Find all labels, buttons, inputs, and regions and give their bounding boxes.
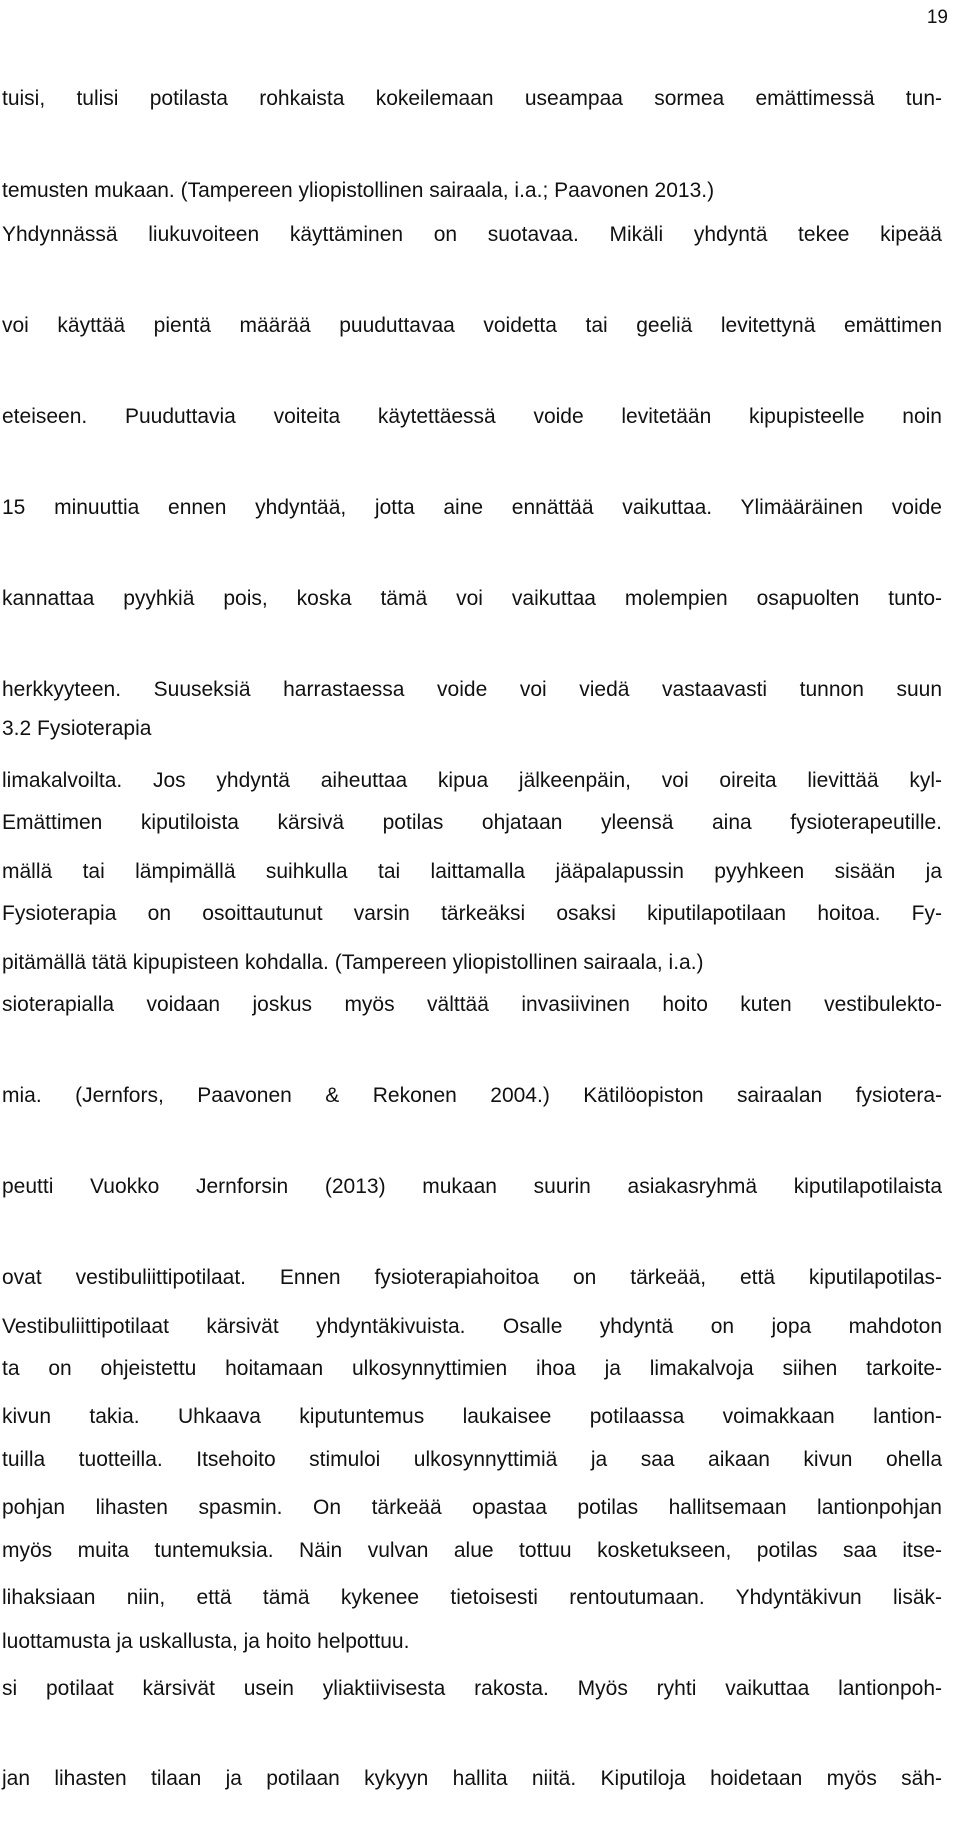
- text-line: myös muita tuntemuksia. Näin vulvan alue tottuu kosketukseen, potilas saa itse-: [2, 1539, 942, 1562]
- text-line: Emättimen kiputiloista kärsivä potilas ohjataan yleensä aina fysioterapeutille.: [2, 811, 942, 834]
- text-line: ovat vestibuliittipotilaat. Ennen fysioterapiahoitoa on tärkeää, että kiputilapotilas-: [2, 1266, 942, 1289]
- text-line: kivun takia. Uhkaava kiputuntemus laukaisee potilaassa voimakkaan lantion-: [2, 1405, 942, 1429]
- text-line: Vestibuliittipotilaat kärsivät yhdyntäkivuista. Osalle yhdyntä on jopa mahdoton: [2, 1315, 942, 1338]
- text-line: limakalvoilta. Jos yhdyntä aiheuttaa kipua jälkeenpäin, voi oireita lievittää kyl-: [2, 769, 942, 792]
- text-line: Yhdynnässä liukuvoiteen käyttäminen on suotavaa. Mikäli yhdyntä tekee kipeää: [2, 223, 942, 246]
- text-line: tuisi, tulisi potilasta rohkaista kokeilemaan useampaa sormea emättimessä tun-: [2, 87, 942, 110]
- page-number: 19: [926, 7, 948, 28]
- section-heading: 3.2 Fysioterapia: [2, 717, 152, 740]
- text-line: mia. (Jernfors, Paavonen & Rekonen 2004.) Kätilöopiston sairaalan fysiotera-: [2, 1084, 942, 1107]
- text-line: tuilla tuotteilla. Itsehoito stimuloi ulkosynnyttimiä ja saa aikaan kivun ohella: [2, 1448, 942, 1471]
- paragraph-1: [2, 76, 942, 214]
- text-line: herkkyyteen. Suuseksiä harrastaessa voide voi viedä vastaavasti tunnon suun: [2, 678, 942, 701]
- text-line: luottamusta ja uskallusta, ja hoito helpottuu.: [2, 1630, 410, 1653]
- text-line: jan lihasten tilaan ja potilaan kykyyn hallita niitä. Kiputiloja hoidetaan myös säh-: [2, 1767, 942, 1791]
- text-line: pohjan lihasten spasmin. On tärkeää opastaa potilas hallitsemaan lantionpohjan: [2, 1495, 942, 1519]
- text-line: peutti Vuokko Jernforsin (2013) mukaan suurin asiakasryhmä kiputilapotilaista: [2, 1175, 942, 1198]
- text-line: 15 minuuttia ennen yhdyntää, jotta aine ennättää vaikuttaa. Ylimääräinen voide: [2, 496, 942, 519]
- text-line: lihaksiaan niin, että tämä kykenee tietoisesti rentoutumaan. Yhdyntäkivun lisäk-: [2, 1586, 942, 1610]
- text-line: eteiseen. Puuduttavia voiteita käytettäessä voide levitetään kipupisteelle noin: [2, 405, 942, 428]
- text-line: mällä tai lämpimällä suihkulla tai laittamalla jääpalapussin pyyhkeen sisään ja: [2, 860, 942, 883]
- paragraph-4: [2, 1304, 942, 1846]
- text-line: temusten mukaan. (Tampereen yliopistollinen sairaala, i.a.; Paavonen 2013.): [2, 179, 715, 202]
- text-line: ta on ohjeistettu hoitamaan ulkosynnyttimien ihoa ja limakalvoja siihen tarkoite-: [2, 1357, 942, 1380]
- text-line: si potilaat kärsivät usein yliaktiivisesta rakosta. Myös ryhti vaikuttaa lantionpoh-: [2, 1676, 942, 1700]
- text-line: pitämällä tätä kipupisteen kohdalla. (Tampereen yliopistollinen sairaala, i.a.): [2, 951, 704, 974]
- text-line: kannattaa pyyhkiä pois, koska tämä voi vaikuttaa molempien osapuolten tunto-: [2, 587, 942, 610]
- text-line: voi käyttää pientä määrää puuduttavaa voidetta tai geeliä levitettynä emättimen: [2, 314, 942, 337]
- text-line: Fysioterapia on osoittautunut varsin tärkeäksi osaksi kiputilapotilaan hoitoa. Fy-: [2, 902, 942, 925]
- text-line: sioterapialla voidaan joskus myös välttää invasiivinen hoito kuten vestibulekto-: [2, 993, 942, 1016]
